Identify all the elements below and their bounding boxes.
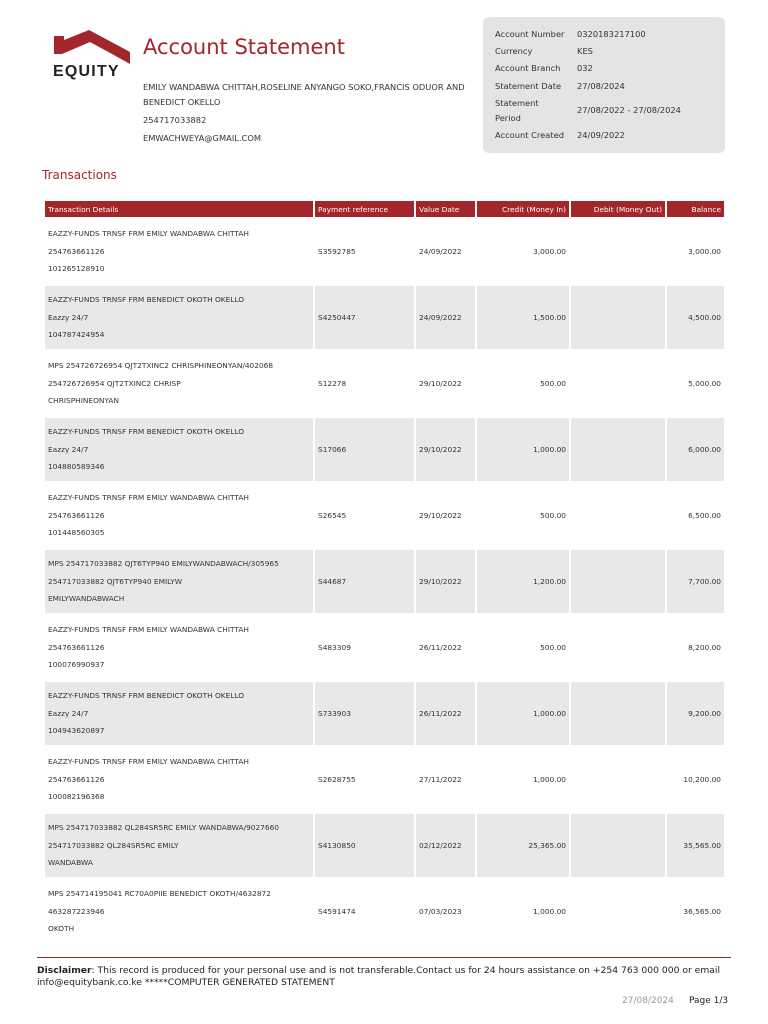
detail-line: 104787424954 (48, 330, 105, 340)
cell-balance: 6,000.00 (667, 418, 724, 481)
detail-line: 463287223946 (48, 906, 105, 916)
cell-details (45, 352, 313, 415)
info-row-account-branch (495, 61, 593, 76)
cell-details (45, 616, 313, 679)
info-value: 0320183217100 (577, 29, 646, 39)
detail-line: 101265128910 (48, 264, 105, 274)
transactions-table (43, 201, 726, 943)
cell-value-date: 07/03/2023 (419, 907, 462, 916)
cell-reference: S2628755 (318, 775, 356, 784)
detail-line: EAZZY-FUNDS TRNSF FRM EMILY WANDABWA CHITTAH (48, 229, 249, 239)
detail-line: EMILYWANDABWACH (48, 594, 125, 604)
info-label: Statement Period (495, 98, 539, 123)
cell-details (45, 484, 313, 547)
detail-line: 254726726954 QJT2TXINC2 CHRISP (48, 378, 181, 388)
cell-balance: 7,700.00 (667, 550, 724, 613)
col-header-reference: Payment reference (315, 201, 414, 217)
cell-credit: 25,365.00 (477, 814, 569, 877)
cell-value-date: 24/09/2022 (419, 247, 462, 256)
table-row (45, 616, 724, 679)
account-info-box (483, 17, 725, 153)
account-holders: EMILY WANDABWA CHITTAH,ROSELINE ANYANGO SOKO,FRANCIS ODUOR AND BENEDICT OKELLO (143, 82, 465, 107)
cell-debit (571, 814, 665, 877)
info-row-account-number (495, 27, 646, 42)
cell-value-date: 27/11/2022 (419, 775, 462, 784)
cell-credit: 1,500.00 (477, 286, 569, 349)
detail-line: 104943620897 (48, 726, 105, 736)
cell-value-date: 29/10/2022 (416, 550, 475, 613)
detail-line: 254763661126 (48, 246, 105, 256)
info-row-statement-period (495, 96, 681, 126)
table-row (45, 880, 724, 943)
info-row-account-created (495, 128, 625, 143)
cell-reference: S483309 (318, 643, 351, 652)
detail-line: 101448560305 (48, 528, 105, 538)
detail-line: EAZZY-FUNDS TRNSF FRM BENEDICT OKOTH OKELLO (48, 691, 245, 701)
table-row (45, 550, 724, 613)
table-row (45, 484, 724, 547)
cell-debit (571, 418, 665, 481)
cell-details (45, 220, 313, 283)
cell-debit (571, 616, 665, 679)
detail-line: 104880589346 (48, 462, 105, 472)
page-title: Account Statement (143, 35, 345, 59)
cell-reference: S4250447 (315, 286, 414, 349)
detail-line: EAZZY-FUNDS TRNSF FRM BENEDICT OKOTH OKELLO (48, 427, 245, 437)
table-row (45, 418, 724, 481)
cell-balance: 3,000.00 (688, 247, 721, 256)
info-label: Statement Date (495, 81, 562, 91)
detail-line: 254717033882 QL284SR5RC EMILY (48, 840, 179, 850)
col-header-details: Transaction Details (45, 201, 313, 217)
detail-line: 100082196368 (48, 792, 105, 802)
cell-balance: 4,500.00 (667, 286, 724, 349)
col-header-value-date: Value Date (416, 201, 475, 217)
cell-credit: 1,000.00 (533, 907, 566, 916)
info-value: 24/09/2022 (577, 130, 625, 140)
cell-credit: 1,000.00 (477, 682, 569, 745)
disclaimer-text: : This record is produced for your personal use and is not transferable.Contact us for 24 hours assistance on +254 763 000 000 or email info@equitybank.co.ke *****COMPUTER GENERATED STATEMENT (37, 965, 720, 988)
col-header-debit: Debit (Money Out) (571, 201, 665, 217)
cell-credit: 1,000.00 (477, 418, 569, 481)
cell-balance: 35,565.00 (667, 814, 724, 877)
detail-line: Eazzy 24/7 (48, 444, 89, 454)
cell-reference: S12278 (318, 379, 347, 388)
table-row (45, 352, 724, 415)
cell-debit (571, 484, 665, 547)
cell-details (45, 748, 313, 811)
cell-details (45, 550, 313, 613)
cell-details (45, 880, 313, 943)
cell-debit (571, 286, 665, 349)
cell-debit (571, 682, 665, 745)
holder-phone: 254717033882 (143, 115, 207, 125)
cell-value-date: 29/10/2022 (416, 418, 475, 481)
detail-line: EAZZY-FUNDS TRNSF FRM EMILY WANDABWA CHITTAH (48, 625, 249, 635)
detail-line: MPS 254717033882 QJT6TYP940 EMILYWANDABWACH/305965 (48, 559, 279, 569)
detail-line: MPS 254726726954 QJT2TXINC2 CHRISPHINEONYAN/402068 (48, 361, 274, 371)
cell-credit: 1,200.00 (477, 550, 569, 613)
detail-line: MPS 254714195041 RC70A0PIIE BENEDICT OKOTH/4632872 (48, 889, 271, 899)
cell-details (45, 418, 313, 481)
cell-reference: S733903 (315, 682, 414, 745)
detail-line: 254717033882 QJT6TYP940 EMILYW (48, 576, 183, 586)
detail-line: 254763661126 (48, 642, 105, 652)
detail-line: EAZZY-FUNDS TRNSF FRM BENEDICT OKOTH OKELLO (48, 295, 245, 305)
detail-line: WANDABWA (48, 858, 93, 868)
cell-debit (571, 220, 665, 283)
info-label: Account Created (495, 130, 564, 140)
page-number: Page 1/3 (689, 996, 729, 1006)
cell-balance: 36,565.00 (683, 907, 721, 916)
detail-line: 254763661126 (48, 774, 105, 784)
info-row-statement-date (495, 79, 625, 94)
cell-credit: 500.00 (540, 379, 566, 388)
cell-reference: S4130850 (315, 814, 414, 877)
footer-divider (37, 957, 731, 958)
detail-line: Eazzy 24/7 (48, 708, 89, 718)
disclaimer-label: Disclaimer (37, 965, 92, 976)
cell-balance: 10,200.00 (683, 775, 721, 784)
house-roof-icon (52, 30, 132, 64)
cell-value-date: 26/11/2022 (416, 682, 475, 745)
table-header-row (45, 201, 724, 217)
cell-value-date: 02/12/2022 (416, 814, 475, 877)
info-value: 27/08/2022 - 27/08/2024 (577, 105, 681, 115)
col-header-credit: Credit (Money In) (477, 201, 569, 217)
info-value: 27/08/2024 (577, 81, 625, 91)
detail-line: EAZZY-FUNDS TRNSF FRM EMILY WANDABWA CHITTAH (48, 493, 249, 503)
cell-details (45, 814, 313, 877)
cell-value-date: 26/11/2022 (419, 643, 462, 652)
info-row-currency (495, 44, 593, 59)
cell-credit: 500.00 (540, 643, 566, 652)
cell-credit: 500.00 (540, 511, 566, 520)
footer-date: 27/08/2024 (622, 996, 674, 1006)
cell-details (45, 682, 313, 745)
table-row (45, 220, 724, 283)
equity-logo (52, 30, 132, 82)
cell-credit: 1,000.00 (533, 775, 566, 784)
info-label: Currency (495, 46, 533, 56)
cell-value-date: 24/09/2022 (416, 286, 475, 349)
detail-line: Eazzy 24/7 (48, 312, 89, 322)
detail-line: CHRISPHINEONYAN (48, 396, 119, 406)
table-row (45, 748, 724, 811)
cell-reference: S17066 (315, 418, 414, 481)
cell-debit (571, 748, 665, 811)
cell-balance: 6,500.00 (688, 511, 721, 520)
info-value: 032 (577, 63, 593, 73)
cell-value-date: 29/10/2022 (419, 379, 462, 388)
cell-debit (571, 352, 665, 415)
detail-line: MPS 254717033882 QL284SR5RC EMILY WANDABWA/9027660 (48, 823, 279, 833)
col-header-balance: Balance (667, 201, 724, 217)
transactions-heading: Transactions (42, 168, 117, 182)
table-row (45, 814, 724, 877)
cell-balance: 8,200.00 (688, 643, 721, 652)
detail-line: OKOTH (48, 924, 75, 934)
detail-line: EAZZY-FUNDS TRNSF FRM EMILY WANDABWA CHITTAH (48, 757, 249, 767)
cell-reference: S3592785 (318, 247, 356, 256)
cell-balance: 9,200.00 (667, 682, 724, 745)
cell-credit: 3,000.00 (533, 247, 566, 256)
info-label: Account Number (495, 29, 565, 39)
cell-reference: S44687 (315, 550, 414, 613)
info-value: KES (577, 46, 593, 56)
cell-debit (571, 550, 665, 613)
logo-text: EQUITY (53, 63, 120, 80)
disclaimer (37, 965, 737, 989)
cell-reference: S26545 (318, 511, 347, 520)
info-label: Account Branch (495, 63, 561, 73)
cell-debit (571, 880, 665, 943)
holder-email: EMWACHWEYA@GMAIL.COM (143, 133, 262, 143)
detail-line: 100076990937 (48, 660, 105, 670)
cell-reference: S4591474 (318, 907, 356, 916)
cell-value-date: 29/10/2022 (419, 511, 462, 520)
cell-balance: 5,000.00 (688, 379, 721, 388)
cell-details (45, 286, 313, 349)
table-row (45, 286, 724, 349)
detail-line: 254763661126 (48, 510, 105, 520)
table-row (45, 682, 724, 745)
